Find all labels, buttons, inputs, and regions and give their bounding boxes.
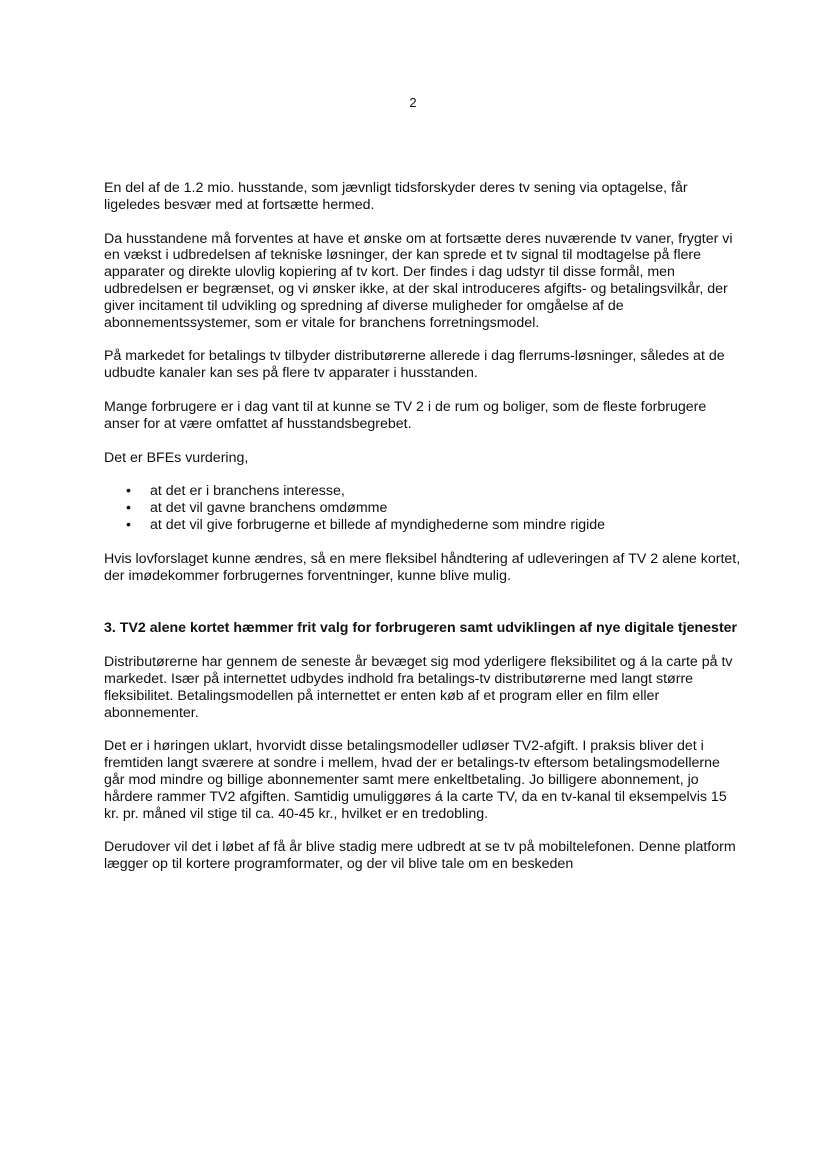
bullet-icon: • bbox=[126, 483, 131, 500]
list-item-text: at det vil gavne branchens omdømme bbox=[150, 500, 388, 517]
paragraph-multiroom: På markedet for betalings tv tilbyder distributørerne allerede i dag flerrums-løsninger, således at de udbudte kanaler kan ses på flere tv apparater i husstanden. bbox=[104, 348, 725, 382]
assessment-list bbox=[104, 483, 744, 533]
bullet-icon: • bbox=[126, 500, 131, 517]
paragraph-timeshift: En del af de 1.2 mio. husstande, som jævnligt tidsforskyder deres tv sening via optagelse, får ligeledes besvær med at fortsætte hermed. bbox=[104, 180, 688, 213]
paragraph-payment-models: Det er i høringen uklart, hvorvidt disse betalingsmodeller udløser TV2-afgift. I praksis bliver det i fremtiden langt sværere at sondre i mellem, hvad der er betalings-tv eftersom betalingsmodellerne går mod mindre og billige abonnementer samt mere enkeltbetaling. Jo billigere abonnement, jo hårdere rammer TV2 afgiften. Samtidig umuliggøres á la carte TV, da en tv-kanal til eksempelvis 15 kr. pr. måned vil stige til ca. 40-45 kr., hvilket er en tredobling. bbox=[104, 738, 727, 822]
list-item-text: at det er i branchens interesse, bbox=[150, 483, 345, 500]
paragraph-distributors: Distributørerne har gennem de seneste år bevæget sig mod yderligere fleksibilitet og á la carte på tv markedet. Især på internettet udbydes indhold fra betalings-tv distributørerne med langt større fleksibilitet. Betalingsmodellen på internettet er enten køb af et program eller en film eller abonnementer. bbox=[104, 654, 733, 721]
list-item-text: at det vil give forbrugerne et billede af myndighederne som mindre rigide bbox=[150, 516, 606, 533]
bullet-icon: • bbox=[126, 516, 131, 533]
paragraph-viewing-habits: Da husstandene må forventes at have et ønske om at fortsætte deres nuværende tv vaner, frygter vi en vækst i udbredelsen af tekniske løsninger, der kan sprede et tv signal til modtagelse på flere apparater og direkte ulovlig kopiering af tv kort. Der findes i dag udstyr til disse formål, men udbredelsen er begrænset, og vi ønsker ikke, at der skal introduceres afgifts- og betalingsvilkår, der giver incitament til udvikling og spredning af diverse muligheder for omgåelse af de abonnementssystemer, som er vitale for branchens forretningsmodel. bbox=[104, 230, 733, 331]
list-item bbox=[126, 517, 744, 534]
paragraph-household: Mange forbrugere er i dag vant til at kunne se TV 2 i de rum og boliger, som de fleste forbrugere anser for at være omfattet af husstandsbegrebet. bbox=[104, 398, 707, 432]
paragraph-assessment-intro: Det er BFEs vurdering, bbox=[104, 449, 249, 466]
section-heading: 3. TV2 alene kortet hæmmer frit valg for forbrugeren samt udviklingen af nye digitale tjenester bbox=[104, 620, 738, 637]
list-item bbox=[126, 483, 744, 500]
paragraph-mobile: Derudover vil det i løbet af få år blive stadig mere udbredt at se tv på mobiltelefonen. Denne platform lægger op til kortere programformater, og der vil blive tale om en beskeden bbox=[104, 839, 736, 873]
list-item bbox=[126, 500, 744, 517]
page-number: 2 bbox=[409, 95, 417, 110]
document-body bbox=[104, 180, 744, 890]
paragraph-proposal: Hvis lovforslaget kunne ændres, så en mere fleksibel håndtering af udleveringen af TV 2 alene kortet, der imødekommer forbrugernes forventninger, kunne blive mulig. bbox=[104, 550, 741, 584]
